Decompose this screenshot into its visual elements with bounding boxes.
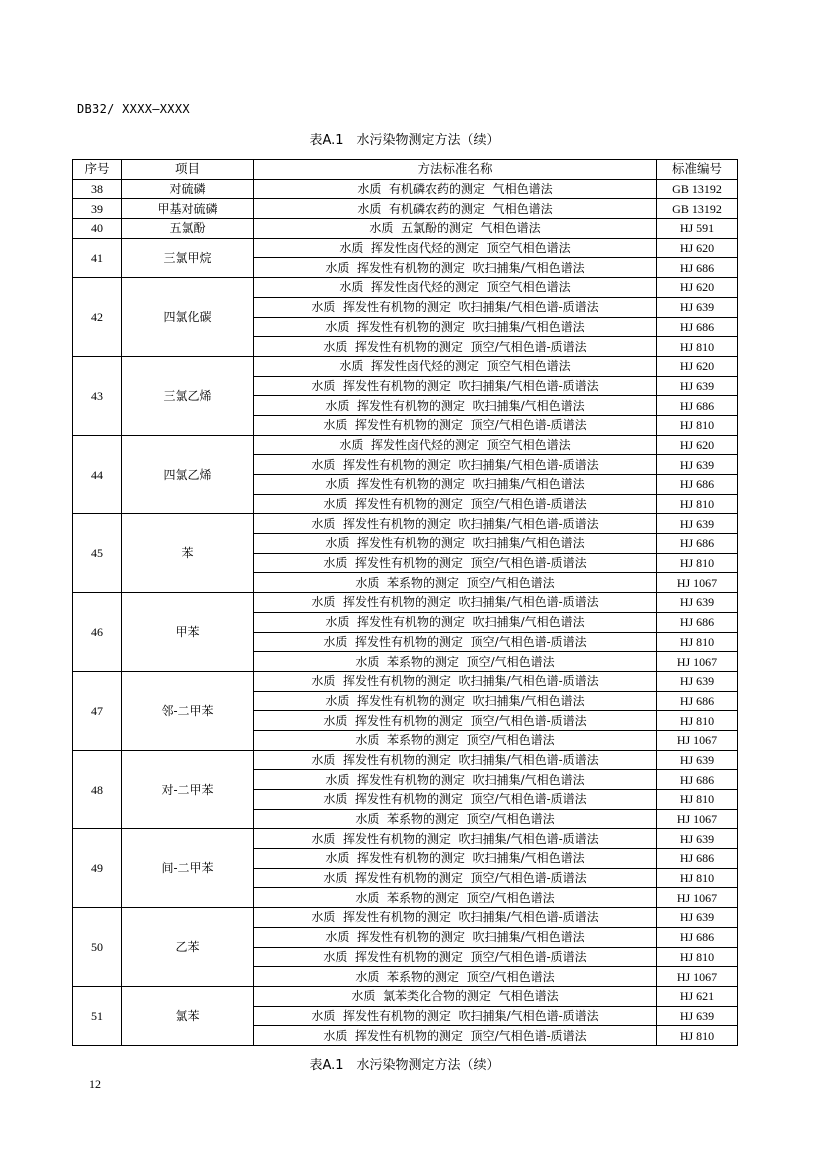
standard-code-cell: HJ 686: [657, 396, 738, 416]
pollutant-item-cell: 间-二甲苯: [122, 829, 254, 908]
method-name-cell: 水质 有机磷农药的测定 气相色谱法: [254, 179, 657, 199]
standard-code-cell: HJ 810: [657, 632, 738, 652]
method-name-cell: 水质 挥发性有机物的测定 吹扫捕集/气相色谱-质谱法: [254, 908, 657, 928]
method-name-cell: 水质 挥发性卤代烃的测定 顶空气相色谱法: [254, 238, 657, 258]
method-name-cell: 水质 苯系物的测定 顶空/气相色谱法: [254, 888, 657, 908]
standard-code-cell: HJ 1067: [657, 967, 738, 987]
standard-code-cell: GB 13192: [657, 199, 738, 219]
column-header-item: 项目: [122, 160, 254, 180]
pollutant-item-cell: 甲基对硫磷: [122, 199, 254, 219]
method-name-cell: 水质 挥发性卤代烃的测定 顶空气相色谱法: [254, 356, 657, 376]
method-name-cell: 水质 挥发性有机物的测定 吹扫捕集/气相色谱法: [254, 849, 657, 869]
table-row: [73, 219, 738, 239]
serial-no-cell: 39: [73, 199, 122, 219]
standard-code-cell: HJ 639: [657, 671, 738, 691]
table-caption-continued: 表A.1 水污染物测定方法（续）: [309, 1058, 500, 1073]
method-name-cell: 水质 苯系物的测定 顶空/气相色谱法: [254, 652, 657, 672]
method-name-cell: 水质 挥发性有机物的测定 吹扫捕集/气相色谱-质谱法: [254, 671, 657, 691]
method-name-cell: 水质 苯系物的测定 顶空/气相色谱法: [254, 573, 657, 593]
standard-code-cell: HJ 639: [657, 593, 738, 613]
method-name-cell: 水质 挥发性有机物的测定 吹扫捕集/气相色谱-质谱法: [254, 376, 657, 396]
method-name-cell: 水质 挥发性有机物的测定 吹扫捕集/气相色谱法: [254, 691, 657, 711]
table-row: [73, 908, 738, 928]
pollutant-item-cell: 对硫磷: [122, 179, 254, 199]
pollutant-item-cell: 四氯乙烯: [122, 435, 254, 514]
serial-no-cell: 49: [73, 829, 122, 908]
standard-code-cell: HJ 591: [657, 219, 738, 239]
standard-code-cell: GB 13192: [657, 179, 738, 199]
standard-code-cell: HJ 686: [657, 258, 738, 278]
serial-no-cell: 50: [73, 908, 122, 987]
standard-code-cell: HJ 639: [657, 376, 738, 396]
method-name-cell: 水质 挥发性有机物的测定 吹扫捕集/气相色谱法: [254, 396, 657, 416]
standard-code-cell: HJ 1067: [657, 888, 738, 908]
standard-code-cell: HJ 810: [657, 553, 738, 573]
serial-no-cell: 42: [73, 278, 122, 357]
pollutant-item-cell: 四氯化碳: [122, 278, 254, 357]
standard-code-cell: HJ 686: [657, 849, 738, 869]
standard-code-cell: HJ 621: [657, 986, 738, 1006]
standard-code-cell: HJ 810: [657, 947, 738, 967]
standard-code-cell: HJ 810: [657, 337, 738, 357]
table-row: [73, 356, 738, 376]
table-row: [73, 829, 738, 849]
serial-no-cell: 41: [73, 238, 122, 277]
method-name-cell: 水质 挥发性有机物的测定 吹扫捕集/气相色谱法: [254, 612, 657, 632]
standard-code-cell: HJ 686: [657, 534, 738, 554]
serial-no-cell: 45: [73, 514, 122, 593]
pollutant-item-cell: 氯苯: [122, 986, 254, 1045]
method-name-cell: 水质 挥发性有机物的测定 吹扫捕集/气相色谱-质谱法: [254, 514, 657, 534]
pollutant-item-cell: 对-二甲苯: [122, 750, 254, 829]
pollutant-item-cell: 三氯甲烷: [122, 238, 254, 277]
method-name-cell: 水质 挥发性有机物的测定 吹扫捕集/气相色谱法: [254, 475, 657, 495]
standard-code-cell: HJ 1067: [657, 809, 738, 829]
standard-code-cell: HJ 686: [657, 475, 738, 495]
page-number: 12: [89, 1077, 101, 1091]
standard-code-cell: HJ 620: [657, 238, 738, 258]
standard-code-header: DB32/ XXXX—XXXX: [77, 102, 190, 116]
standard-code-cell: HJ 639: [657, 455, 738, 475]
standard-code-cell: HJ 639: [657, 1006, 738, 1026]
method-name-cell: 水质 苯系物的测定 顶空/气相色谱法: [254, 730, 657, 750]
method-name-cell: 水质 挥发性卤代烃的测定 顶空气相色谱法: [254, 435, 657, 455]
standard-code-cell: HJ 810: [657, 494, 738, 514]
standard-code-cell: HJ 620: [657, 278, 738, 298]
table-title: 表A.1 水污染物测定方法（续）: [309, 133, 500, 148]
standard-code-cell: HJ 810: [657, 790, 738, 810]
serial-no-cell: 44: [73, 435, 122, 514]
standard-code-cell: HJ 810: [657, 868, 738, 888]
serial-no-cell: 47: [73, 671, 122, 750]
method-name-cell: 水质 挥发性有机物的测定 吹扫捕集/气相色谱-质谱法: [254, 297, 657, 317]
serial-no-cell: 46: [73, 593, 122, 672]
method-name-cell: 水质 挥发性有机物的测定 顶空/气相色谱-质谱法: [254, 553, 657, 573]
table-row: [73, 435, 738, 455]
serial-no-cell: 51: [73, 986, 122, 1045]
method-name-cell: 水质 挥发性有机物的测定 顶空/气相色谱-质谱法: [254, 790, 657, 810]
standard-code-cell: HJ 639: [657, 514, 738, 534]
table-row: [73, 514, 738, 534]
standard-code-cell: HJ 810: [657, 711, 738, 731]
table-body: [73, 179, 738, 1045]
table-row: [73, 238, 738, 258]
standard-code-cell: HJ 620: [657, 435, 738, 455]
method-name-cell: 水质 挥发性有机物的测定 吹扫捕集/气相色谱-质谱法: [254, 593, 657, 613]
standard-code-cell: HJ 639: [657, 297, 738, 317]
standard-code-cell: HJ 810: [657, 415, 738, 435]
method-name-cell: 水质 苯系物的测定 顶空/气相色谱法: [254, 809, 657, 829]
method-name-cell: 水质 挥发性有机物的测定 吹扫捕集/气相色谱法: [254, 927, 657, 947]
table-row: [73, 671, 738, 691]
table-row: [73, 750, 738, 770]
method-name-cell: 水质 挥发性有机物的测定 顶空/气相色谱-质谱法: [254, 494, 657, 514]
pollutant-methods-table: [72, 159, 738, 1046]
serial-no-cell: 40: [73, 219, 122, 239]
method-name-cell: 水质 挥发性有机物的测定 顶空/气相色谱-质谱法: [254, 711, 657, 731]
method-name-cell: 水质 挥发性有机物的测定 顶空/气相色谱-质谱法: [254, 415, 657, 435]
method-name-cell: 水质 挥发性有机物的测定 吹扫捕集/气相色谱-质谱法: [254, 455, 657, 475]
method-name-cell: 水质 挥发性卤代烃的测定 顶空气相色谱法: [254, 278, 657, 298]
standard-code-cell: HJ 1067: [657, 652, 738, 672]
standard-code-cell: HJ 639: [657, 750, 738, 770]
pollutant-item-cell: 邻-二甲苯: [122, 671, 254, 750]
method-name-cell: 水质 挥发性有机物的测定 吹扫捕集/气相色谱法: [254, 258, 657, 278]
standard-code-cell: HJ 1067: [657, 573, 738, 593]
method-name-cell: 水质 挥发性有机物的测定 顶空/气相色谱-质谱法: [254, 868, 657, 888]
standard-code-cell: HJ 686: [657, 770, 738, 790]
method-name-cell: 水质 挥发性有机物的测定 吹扫捕集/气相色谱-质谱法: [254, 750, 657, 770]
standard-code-cell: HJ 1067: [657, 730, 738, 750]
method-name-cell: 水质 有机磷农药的测定 气相色谱法: [254, 199, 657, 219]
method-name-cell: 水质 挥发性有机物的测定 吹扫捕集/气相色谱-质谱法: [254, 829, 657, 849]
standard-code-cell: HJ 810: [657, 1026, 738, 1046]
standard-code-cell: HJ 639: [657, 908, 738, 928]
standard-code-cell: HJ 686: [657, 691, 738, 711]
serial-no-cell: 38: [73, 179, 122, 199]
method-name-cell: 水质 挥发性有机物的测定 顶空/气相色谱-质谱法: [254, 1026, 657, 1046]
method-name-cell: 水质 五氯酚的测定 气相色谱法: [254, 219, 657, 239]
method-name-cell: 水质 挥发性有机物的测定 吹扫捕集/气相色谱法: [254, 770, 657, 790]
pollutant-item-cell: 苯: [122, 514, 254, 593]
standard-code-cell: HJ 686: [657, 612, 738, 632]
column-header-serial-no: 序号: [73, 160, 122, 180]
standard-code-cell: HJ 620: [657, 356, 738, 376]
table-row: [73, 179, 738, 199]
method-name-cell: 水质 挥发性有机物的测定 顶空/气相色谱-质谱法: [254, 632, 657, 652]
method-name-cell: 水质 挥发性有机物的测定 吹扫捕集/气相色谱法: [254, 534, 657, 554]
standard-code-cell: HJ 686: [657, 927, 738, 947]
standard-code-cell: HJ 639: [657, 829, 738, 849]
method-name-cell: 水质 挥发性有机物的测定 吹扫捕集/气相色谱-质谱法: [254, 1006, 657, 1026]
table-row: [73, 278, 738, 298]
method-name-cell: 水质 挥发性有机物的测定 顶空/气相色谱-质谱法: [254, 337, 657, 357]
column-header-standard-code: 标准编号: [657, 160, 738, 180]
serial-no-cell: 48: [73, 750, 122, 829]
table-row: [73, 986, 738, 1006]
table-row: [73, 593, 738, 613]
pollutant-item-cell: 三氯乙烯: [122, 356, 254, 435]
method-name-cell: 水质 挥发性有机物的测定 顶空/气相色谱-质谱法: [254, 947, 657, 967]
column-header-method-name: 方法标准名称: [254, 160, 657, 180]
table-row: [73, 199, 738, 219]
pollutant-item-cell: 乙苯: [122, 908, 254, 987]
serial-no-cell: 43: [73, 356, 122, 435]
standard-code-cell: HJ 686: [657, 317, 738, 337]
method-name-cell: 水质 苯系物的测定 顶空/气相色谱法: [254, 967, 657, 987]
pollutant-item-cell: 五氯酚: [122, 219, 254, 239]
pollutant-item-cell: 甲苯: [122, 593, 254, 672]
method-name-cell: 水质 氯苯类化合物的测定 气相色谱法: [254, 986, 657, 1006]
method-name-cell: 水质 挥发性有机物的测定 吹扫捕集/气相色谱法: [254, 317, 657, 337]
table-header-row: [73, 160, 738, 180]
